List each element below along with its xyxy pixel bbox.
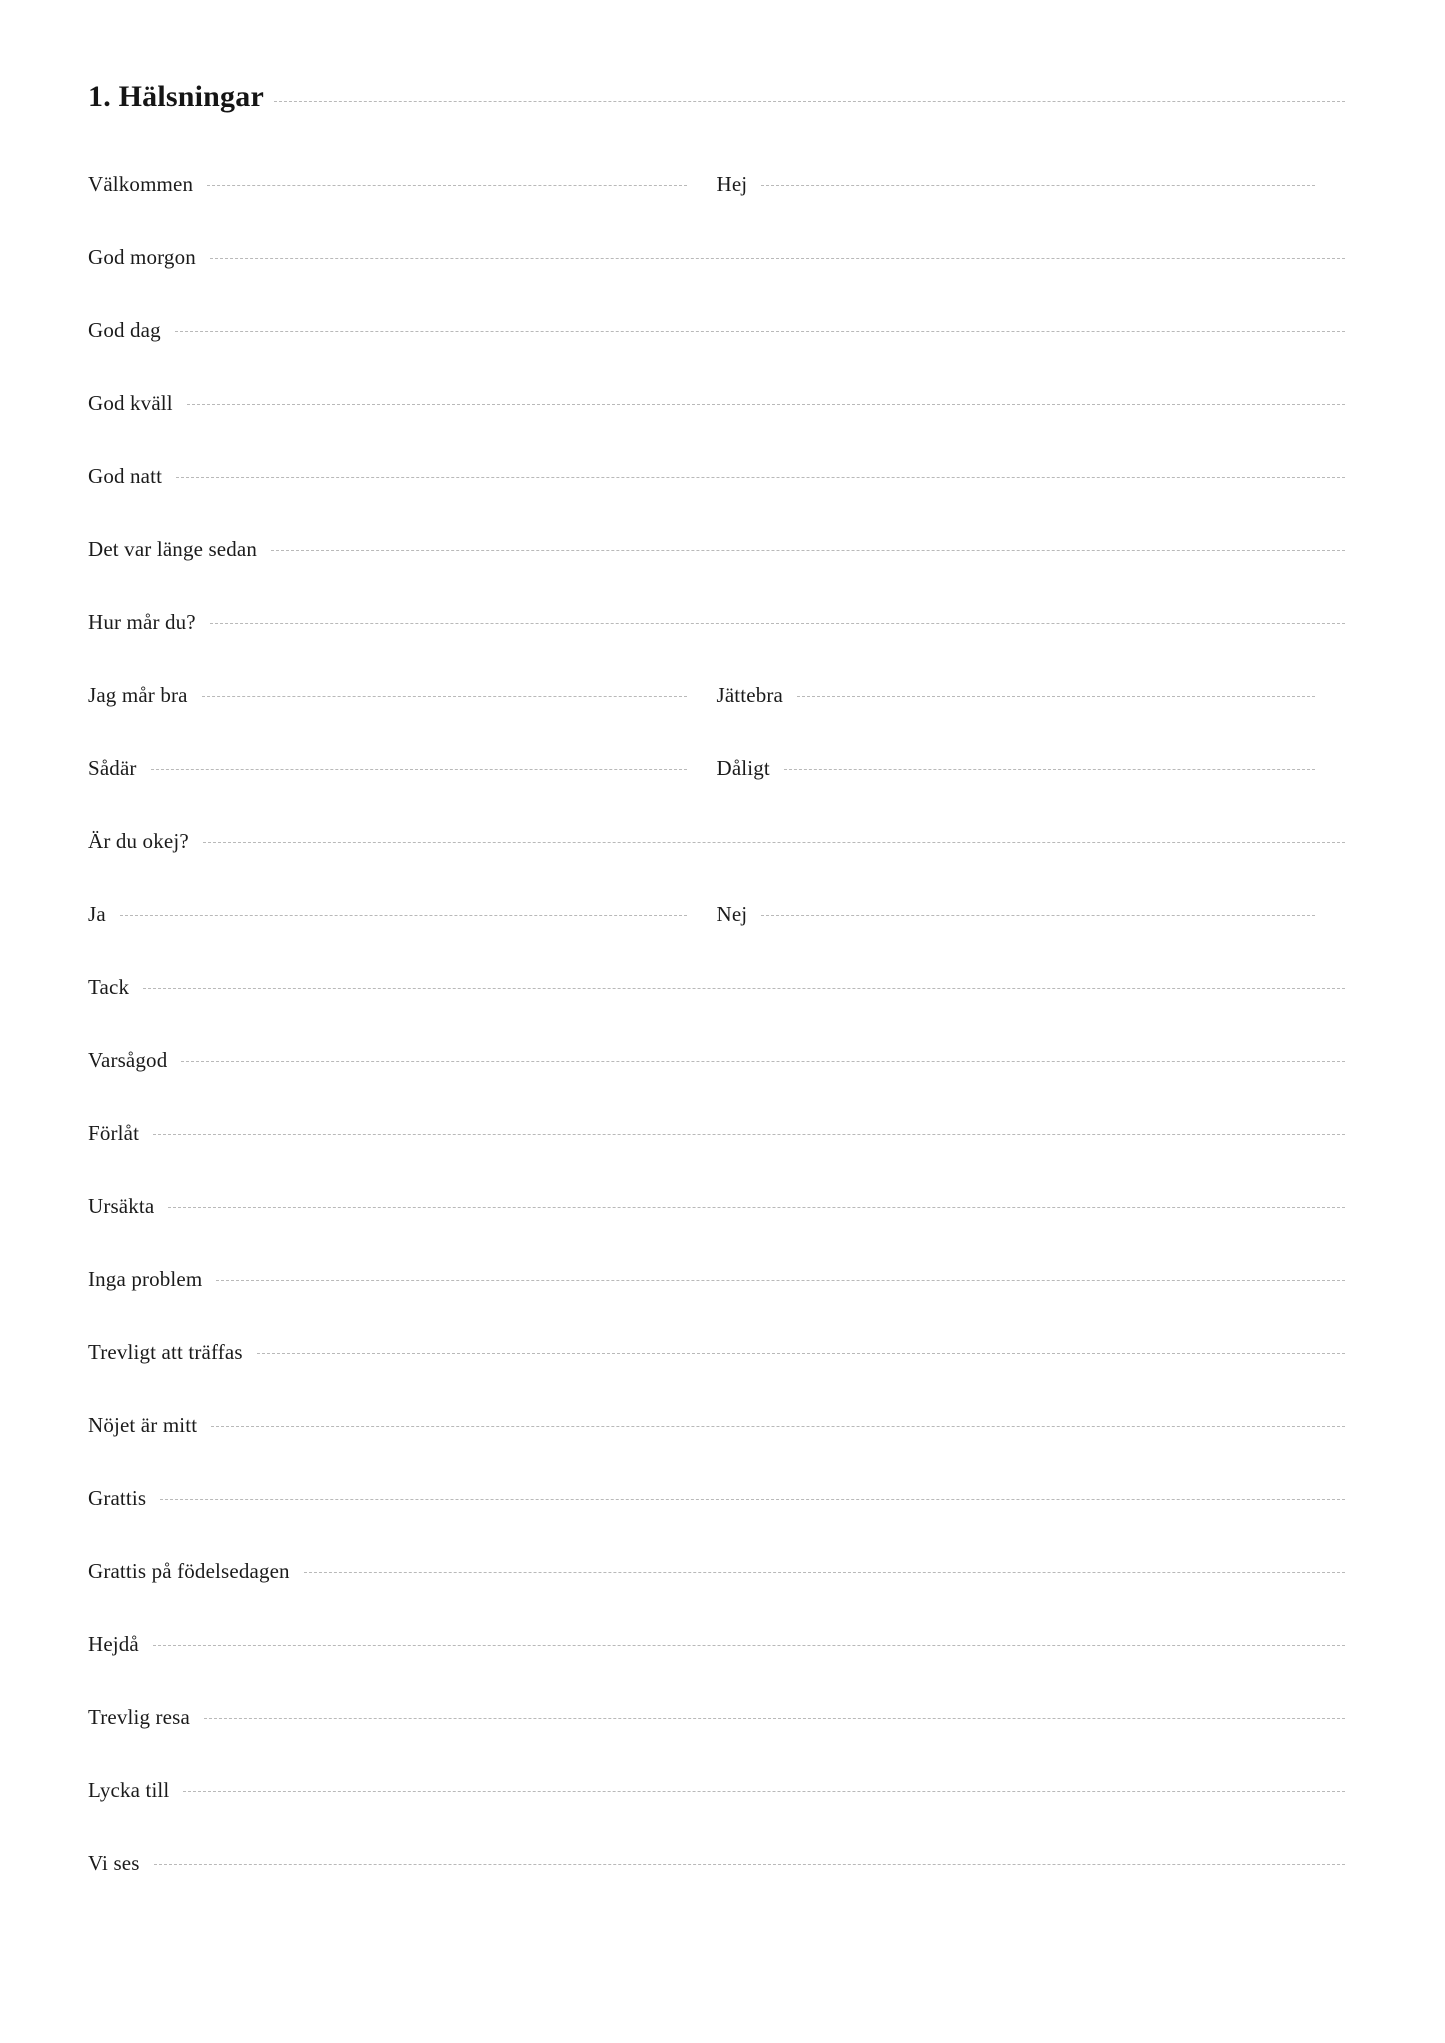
vocabulary-row: [88, 1778, 1345, 1851]
vocabulary-entry: [88, 1267, 1345, 1292]
dotted-line: [153, 1645, 1345, 1646]
answer-write-line[interactable]: [153, 1134, 1345, 1135]
vocabulary-term: Förlåt: [88, 1121, 140, 1145]
heading-dotted-rule: [274, 101, 1345, 102]
vocabulary-row: [88, 1194, 1345, 1267]
vocabulary-entry: [88, 464, 1345, 489]
vocabulary-entry: [88, 902, 717, 927]
vocabulary-entry: [88, 1559, 1345, 1584]
vocabulary-term: Tack: [88, 975, 130, 999]
page-title: 1. Hälsningar: [88, 80, 264, 113]
vocabulary-entry: [88, 1194, 1345, 1219]
vocabulary-row: [88, 318, 1345, 391]
vocabulary-term: Lycka till: [88, 1778, 170, 1802]
answer-write-line[interactable]: [151, 769, 687, 770]
vocabulary-entry: [88, 537, 1345, 562]
vocabulary-entry: [717, 683, 1346, 708]
dotted-line: [271, 550, 1345, 551]
vocabulary-term: God kväll: [88, 391, 173, 415]
vocabulary-row: [88, 1413, 1345, 1486]
dotted-line: [168, 1207, 1345, 1208]
vocabulary-term: Nej: [716, 902, 748, 926]
vocabulary-row: [88, 245, 1345, 318]
vocabulary-term: Sådär: [88, 756, 137, 780]
answer-write-line[interactable]: [175, 331, 1345, 332]
vocabulary-entry: [88, 1413, 1345, 1438]
vocabulary-term: Trevligt att träffas: [88, 1340, 243, 1364]
dotted-line: [175, 331, 1345, 332]
dotted-line: [153, 1134, 1345, 1135]
vocabulary-entry: [88, 172, 717, 197]
vocabulary-term: Ja: [88, 902, 106, 926]
vocabulary-row: [88, 1705, 1345, 1778]
vocabulary-row: [88, 756, 1345, 829]
answer-write-line[interactable]: [153, 1645, 1345, 1646]
answer-write-line[interactable]: [160, 1499, 1345, 1500]
vocabulary-row: [88, 1340, 1345, 1413]
dotted-line: [151, 769, 687, 770]
vocabulary-entry: [88, 1340, 1345, 1365]
vocabulary-row: [88, 1121, 1345, 1194]
vocabulary-entry: [717, 902, 1346, 927]
section-heading: [88, 80, 1345, 114]
dotted-line: [761, 915, 1315, 916]
vocabulary-row: [88, 1851, 1345, 1924]
answer-write-line[interactable]: [143, 988, 1345, 989]
vocabulary-entry: [88, 1048, 1345, 1073]
dotted-line: [187, 404, 1345, 405]
vocabulary-term: Dåligt: [716, 756, 770, 780]
dotted-line: [274, 101, 1345, 102]
vocabulary-entry: [88, 1778, 1345, 1803]
vocabulary-entry: [88, 829, 1345, 854]
dotted-line: [181, 1061, 1345, 1062]
dotted-line: [154, 1864, 1345, 1865]
answer-write-line[interactable]: [271, 550, 1345, 551]
vocabulary-term: Jag mår bra: [88, 683, 188, 707]
vocabulary-entry: [88, 1851, 1345, 1876]
vocabulary-row: [88, 537, 1345, 610]
vocabulary-term: Hej: [716, 172, 748, 196]
answer-write-line[interactable]: [210, 258, 1345, 259]
answer-write-line[interactable]: [181, 1061, 1345, 1062]
vocabulary-entry: [88, 245, 1345, 270]
dotted-line: [211, 1426, 1345, 1427]
vocabulary-entry: [88, 683, 717, 708]
dotted-line: [176, 477, 1345, 478]
vocabulary-term: Hur mår du?: [88, 610, 196, 634]
vocabulary-row: [88, 975, 1345, 1048]
answer-write-line[interactable]: [183, 1791, 1345, 1792]
vocabulary-term: Grattis: [88, 1486, 147, 1510]
vocabulary-row: [88, 902, 1345, 975]
answer-write-line[interactable]: [761, 185, 1315, 186]
vocabulary-entry: [88, 1486, 1345, 1511]
dotted-line: [183, 1791, 1345, 1792]
vocabulary-term: God dag: [88, 318, 161, 342]
vocabulary-entry: [88, 975, 1345, 1000]
answer-write-line[interactable]: [207, 185, 686, 186]
answer-write-line[interactable]: [216, 1280, 1345, 1281]
vocabulary-entry: [717, 172, 1346, 197]
vocabulary-entry: [88, 1705, 1345, 1730]
vocabulary-entry: [88, 1121, 1345, 1146]
vocabulary-term: Är du okej?: [88, 829, 189, 853]
vocabulary-row: [88, 1559, 1345, 1632]
vocabulary-row: [88, 391, 1345, 464]
vocabulary-row: [88, 1486, 1345, 1559]
answer-write-line[interactable]: [257, 1353, 1345, 1354]
dotted-line: [797, 696, 1315, 697]
vocabulary-term: Hejdå: [88, 1632, 139, 1656]
dotted-line: [216, 1280, 1345, 1281]
answer-write-line[interactable]: [120, 915, 687, 916]
vocabulary-term: Vi ses: [88, 1851, 140, 1875]
vocabulary-list: [88, 172, 1345, 1924]
vocabulary-row: [88, 683, 1345, 756]
dotted-line: [160, 1499, 1345, 1500]
vocabulary-entry: [88, 391, 1345, 416]
dotted-line: [257, 1353, 1345, 1354]
dotted-line: [202, 696, 687, 697]
vocabulary-term: Jättebra: [716, 683, 783, 707]
answer-write-line[interactable]: [176, 477, 1345, 478]
answer-write-line[interactable]: [784, 769, 1315, 770]
dotted-line: [143, 988, 1345, 989]
vocabulary-term: Grattis på födelsedagen: [88, 1559, 290, 1583]
answer-write-line[interactable]: [797, 696, 1315, 697]
vocabulary-entry: [88, 756, 717, 781]
vocabulary-row: [88, 1267, 1345, 1340]
vocabulary-entry: [88, 318, 1345, 343]
vocabulary-entry: [88, 610, 1345, 635]
vocabulary-term: Varsågod: [88, 1048, 168, 1072]
vocabulary-term: Nöjet är mitt: [88, 1413, 198, 1437]
vocabulary-row: [88, 1632, 1345, 1705]
vocabulary-term: Trevlig resa: [88, 1705, 190, 1729]
answer-write-line[interactable]: [187, 404, 1345, 405]
dotted-line: [203, 842, 1345, 843]
vocabulary-row: [88, 172, 1345, 245]
vocabulary-row: [88, 610, 1345, 683]
answer-write-line[interactable]: [761, 915, 1315, 916]
answer-write-line[interactable]: [154, 1864, 1345, 1865]
answer-write-line[interactable]: [168, 1207, 1345, 1208]
vocabulary-row: [88, 829, 1345, 902]
answer-write-line[interactable]: [203, 842, 1345, 843]
vocabulary-term: Inga problem: [88, 1267, 203, 1291]
answer-write-line[interactable]: [202, 696, 687, 697]
vocabulary-term: God natt: [88, 464, 163, 488]
vocabulary-term: Ursäkta: [88, 1194, 155, 1218]
dotted-line: [784, 769, 1315, 770]
dotted-line: [120, 915, 687, 916]
dotted-line: [210, 623, 1345, 624]
answer-write-line[interactable]: [204, 1718, 1345, 1719]
answer-write-line[interactable]: [211, 1426, 1345, 1427]
answer-write-line[interactable]: [304, 1572, 1345, 1573]
vocabulary-row: [88, 464, 1345, 537]
vocabulary-term: Välkommen: [88, 172, 194, 196]
vocabulary-entry: [717, 756, 1346, 781]
vocabulary-row: [88, 1048, 1345, 1121]
vocabulary-term: Det var länge sedan: [88, 537, 258, 561]
dotted-line: [761, 185, 1315, 186]
dotted-line: [207, 185, 686, 186]
answer-write-line[interactable]: [210, 623, 1345, 624]
dotted-line: [304, 1572, 1345, 1573]
dotted-line: [204, 1718, 1345, 1719]
dotted-line: [210, 258, 1345, 259]
vocabulary-entry: [88, 1632, 1345, 1657]
vocabulary-term: God morgon: [88, 245, 196, 269]
